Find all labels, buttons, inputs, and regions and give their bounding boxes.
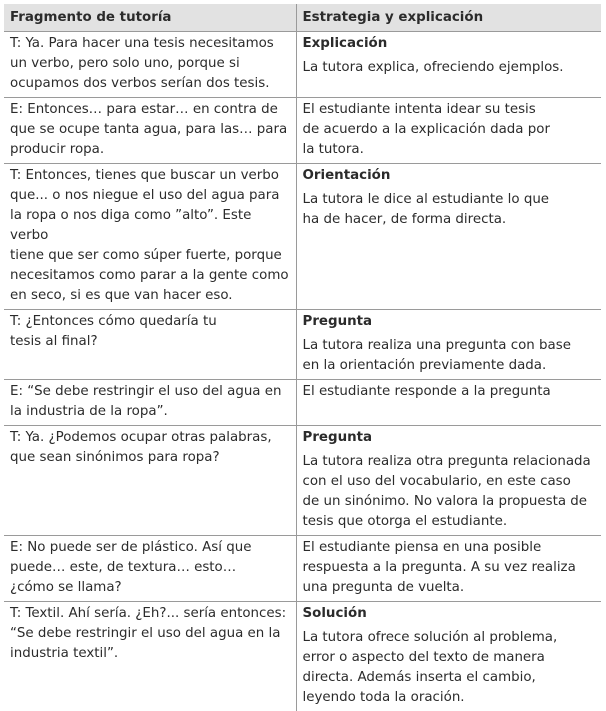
table-row <box>4 98 601 164</box>
table-row <box>4 310 601 380</box>
fragment-cell: T: Textil. Ahí sería. ¿Eh?... sería entonces: “Se debe restringir el uso del agua en la industria textil”. <box>4 602 296 711</box>
strategy-cell <box>296 310 601 380</box>
table-row <box>4 380 601 426</box>
strategy-description: La tutora realiza otra pregunta relacionada con el uso del vocabulario, en este caso de un sinónimo. No valora la propuesta de tesis que otorga el estudiante. <box>303 452 596 532</box>
strategy-description: La tutora le dice al estudiante lo que ha de hacer, de forma directa. <box>303 190 596 230</box>
strategy-cell <box>296 380 601 426</box>
strategy-cell <box>296 426 601 536</box>
strategy-title: Pregunta <box>303 428 596 448</box>
table-row <box>4 602 601 711</box>
fragment-cell: T: ¿Entonces cómo quedaría tu tesis al final? <box>4 310 296 380</box>
strategy-title: Pregunta <box>303 312 596 332</box>
table-row <box>4 32 601 98</box>
table-row <box>4 164 601 310</box>
table-row <box>4 536 601 602</box>
strategy-description: La tutora explica, ofreciendo ejemplos. <box>303 58 596 78</box>
strategy-title: Orientación <box>303 166 596 186</box>
strategy-title: Solución <box>303 604 596 624</box>
strategy-cell <box>296 98 601 164</box>
strategy-title: Explicación <box>303 34 596 54</box>
header-row <box>4 4 601 32</box>
fragment-cell: E: No puede ser de plástico. Así que puede… este, de textura… esto… ¿cómo se llama? <box>4 536 296 602</box>
fragment-cell: T: Ya. ¿Podemos ocupar otras palabras, que sean sinónimos para ropa? <box>4 426 296 536</box>
header-strategy: Estrategia y explicación <box>296 4 601 32</box>
strategy-cell <box>296 536 601 602</box>
fragment-cell: T: Ya. Para hacer una tesis necesitamos un verbo, pero solo uno, porque si ocupamos dos verbos serían dos tesis. <box>4 32 296 98</box>
strategy-cell <box>296 602 601 711</box>
fragment-cell: E: “Se debe restringir el uso del agua en la industria de la ropa”. <box>4 380 296 426</box>
fragment-cell: E: Entonces… para estar… en contra de que se ocupe tanta agua, para las… para producir ropa. <box>4 98 296 164</box>
strategy-cell <box>296 164 601 310</box>
strategy-description: El estudiante piensa en una posible respuesta a la pregunta. A su vez realiza una pregunta de vuelta. <box>303 538 596 598</box>
strategy-description: El estudiante intenta idear su tesis de acuerdo a la explicación dada por la tutora. <box>303 100 596 160</box>
table-row <box>4 426 601 536</box>
fragment-cell: T: Entonces, tienes que buscar un verbo que... o nos niegue el uso del agua para la ropa o nos diga como ”alto”. Este verbo tiene que ser como súper fuerte, porque necesitamos como parar a la gente como en seco, si es que van hacer eso. <box>4 164 296 310</box>
strategy-description: La tutora realiza una pregunta con base en la orientación previamente dada. <box>303 336 596 376</box>
strategy-description: La tutora ofrece solución al problema, error o aspecto del texto de manera directa. Además inserta el cambio, leyendo toda la oración. <box>303 628 596 708</box>
tutoring-table <box>4 4 601 711</box>
strategy-description: El estudiante responde a la pregunta <box>303 382 596 402</box>
strategy-cell <box>296 32 601 98</box>
header-fragment: Fragmento de tutoría <box>4 4 296 32</box>
